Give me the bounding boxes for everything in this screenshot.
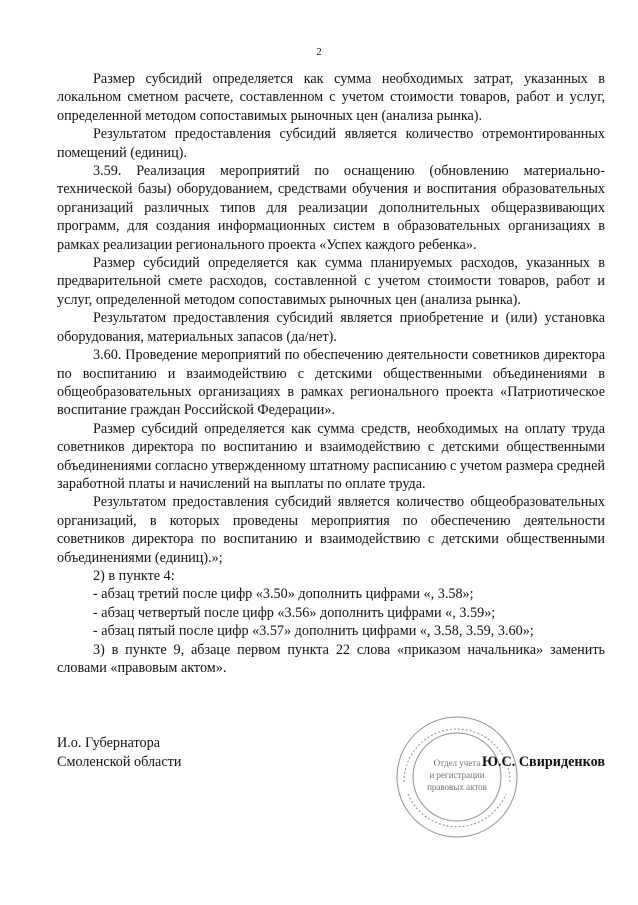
paragraph-11: - абзац четвертый после цифр «3.56» дополнить цифрами «, 3.59»; <box>93 604 496 621</box>
signature-block <box>57 734 605 772</box>
paragraph-1: Размер субсидий определяется как сумма необходимых затрат, указанных в локальном сметном расчете, составленном с учетом стоимости товаров, работ и услуг, определенной методом сопоставимых рыночных цен (анализа рынка). <box>57 71 605 124</box>
paragraph-2: Результатом предоставления субсидий является количество отремонтированных помещений (единиц). <box>57 126 605 161</box>
paragraph-9: 2) в пункте 4: <box>93 567 175 584</box>
signatory-title-line2: Смоленской области <box>57 754 182 770</box>
stamp-text-line3: правовых актов <box>427 782 487 792</box>
signatory-name: Ю.С. Свириденков <box>481 754 605 770</box>
page-number: 2 <box>316 46 322 58</box>
paragraph-4: Размер субсидий определяется как сумма планируемых расходов, указанных в предварительной смете расходов, составленной с учетом стоимости товаров, работ и услуг, определенной методом сопоставимых рыночных цен (анализа рынка). <box>57 255 605 308</box>
paragraph-7: Размер субсидий определяется как сумма средств, необходимых на оплату труда советников директора по воспитанию и взаимодействию с детскими общественными объединениями согласно утвержденному штатному расписанию с учетом размера средней заработной платы и начислений на выплаты по оплате труда. <box>57 420 605 492</box>
paragraph-12: - абзац пятый после цифр «3.57» дополнить цифрами «, 3.58, 3.59, 3.60»; <box>93 623 534 640</box>
stamp-text-line2: и регистрации <box>429 770 485 780</box>
paragraph-3: 3.59. Реализация мероприятий по оснащению (обновлению материально-технической базы) оборудованием, средствами обучения и воспитания образовательных организаций различных типов для реализации дополнительных общеразвивающих программ, для создания информационных систем в образовательных организациях в рамках реализации регионального проекта «Успех каждого ребенка». <box>57 163 605 253</box>
paragraph-5: Результатом предоставления субсидий является приобретение и (или) установка оборудования, материальных запасов (да/нет). <box>57 310 605 345</box>
paragraph-8: Результатом предоставления субсидий является количество общеобразовательных организаций, в которых проведены мероприятия по обеспечению деятельности советников директора по воспитанию и взаимодействию с детскими общественными объединениями (единиц).»; <box>57 494 605 566</box>
paragraph-6: 3.60. Проведение мероприятий по обеспечению деятельности советников директора по воспитанию и взаимодействию с детскими общественными объединениями в общеобразовательных организациях в рамках регионального проекта «Патриотическое воспитание граждан Российской Федерации». <box>57 347 605 419</box>
signatory-title-line1: И.о. Губернатора <box>57 735 160 751</box>
official-stamp <box>392 712 522 842</box>
document-body <box>57 70 605 677</box>
paragraph-13: 3) в пункте 9, абзаце первом пункта 22 слова «приказом начальника» заменить словами «правовым актом». <box>57 641 605 676</box>
paragraph-10: - абзац третий после цифр «3.50» дополнить цифрами «, 3.58»; <box>93 586 474 603</box>
stamp-text-line1: Отдел учета <box>433 758 481 768</box>
